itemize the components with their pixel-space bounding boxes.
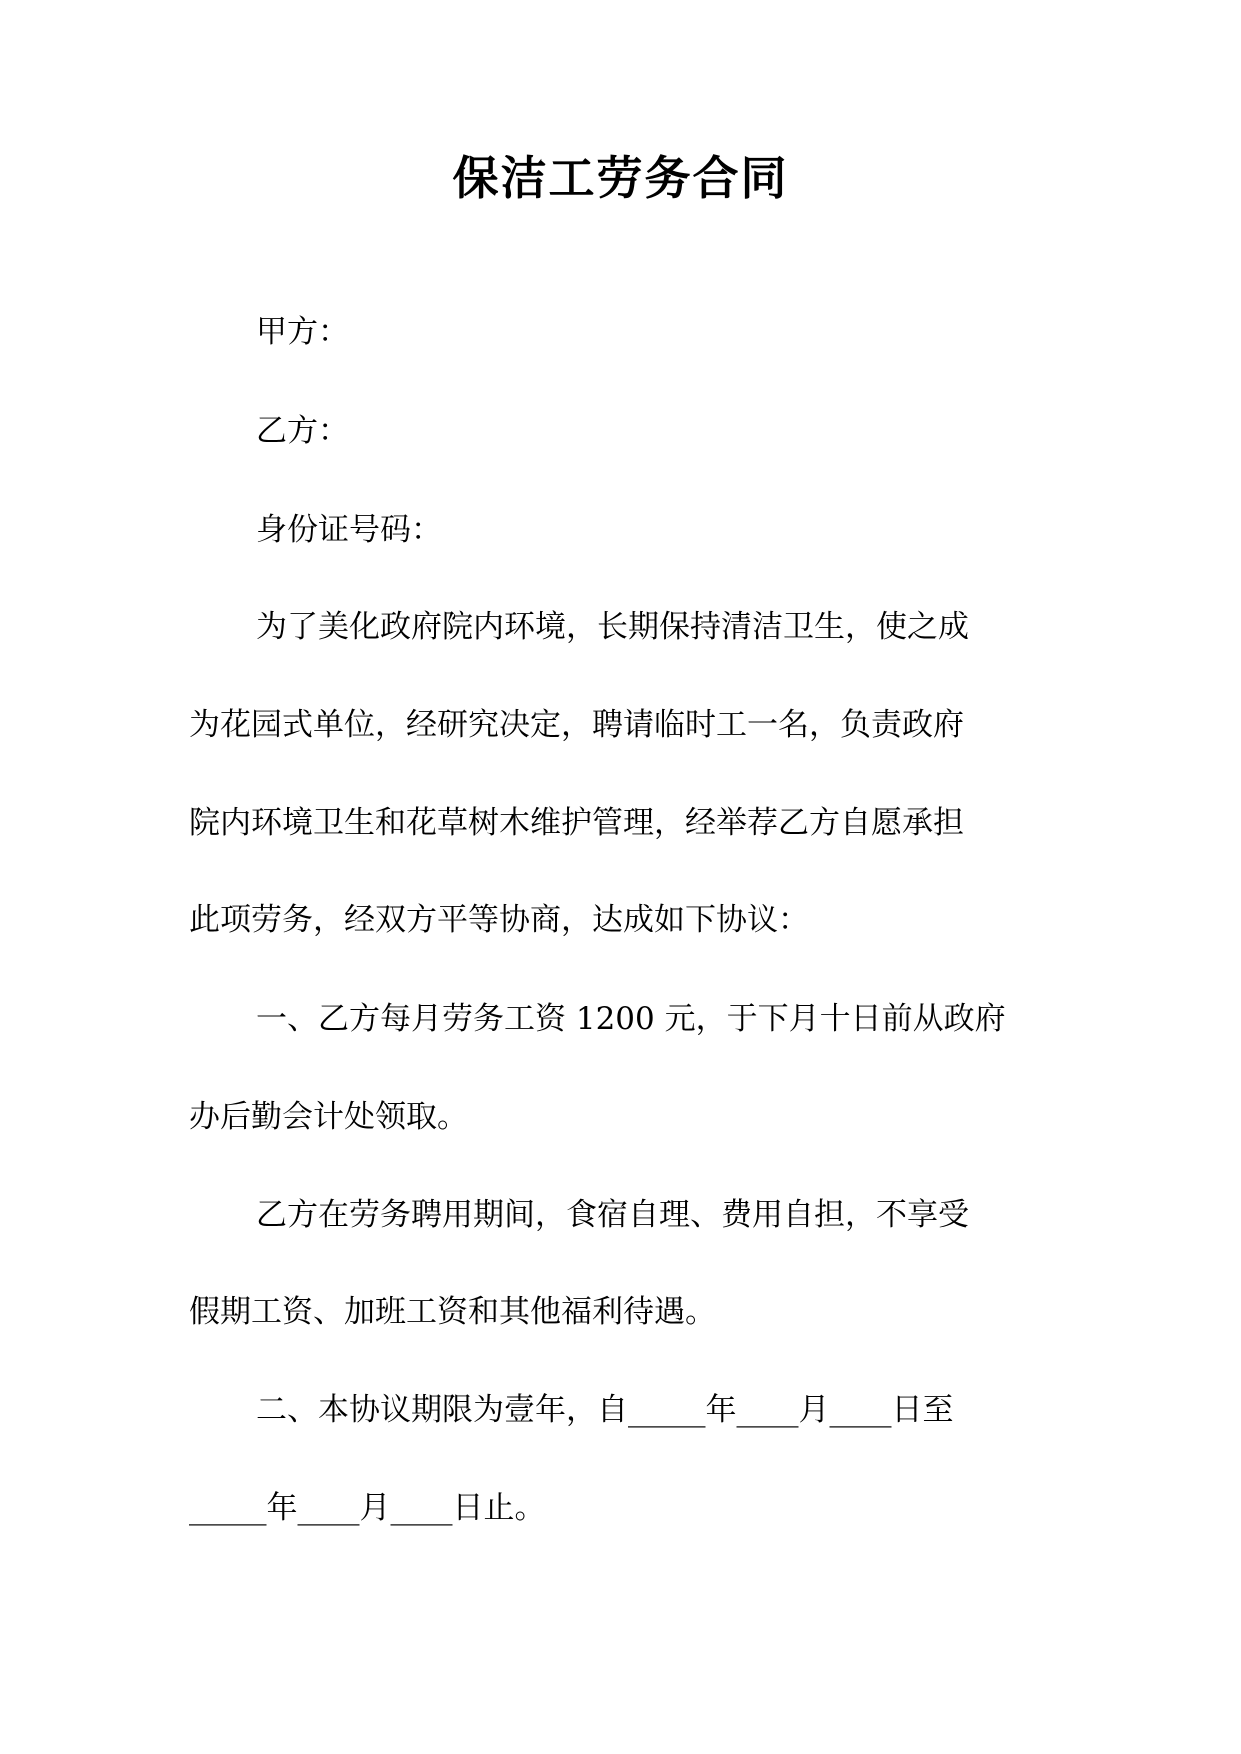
clause-2-line: 二、本协议期限为壹年，自_____年____月____日至 xyxy=(256,1392,954,1428)
paragraph-line: 假期工资、加班工资和其他福利待遇。 xyxy=(189,1294,716,1330)
id-number-label: 身份证号码： xyxy=(256,512,442,548)
paragraph-line: 为花园式单位，经研究决定，聘请临时工一名，负责政府 xyxy=(189,707,964,743)
paragraph-line: 院内环境卫生和花草树木维护管理，经举荐乙方自愿承担 xyxy=(189,805,964,841)
paragraph-line: 乙方在劳务聘用期间，食宿自理、费用自担，不享受 xyxy=(256,1197,969,1233)
clause-1-line: 办后勤会计处领取。 xyxy=(189,1099,468,1135)
party-b-label: 乙方： xyxy=(256,413,349,449)
document-title: 保洁工劳务合同 xyxy=(452,151,789,205)
paragraph-line: 为了美化政府院内环境，长期保持清洁卫生，使之成 xyxy=(256,609,969,645)
party-a-label: 甲方： xyxy=(256,314,349,350)
clause-1-line: 一、乙方每月劳务工资 1200 元，于下月十日前从政府 xyxy=(256,1001,1006,1037)
clause-2-line: _____年____月____日止。 xyxy=(189,1490,546,1526)
paragraph-line: 此项劳务，经双方平等协商，达成如下协议： xyxy=(189,902,809,938)
